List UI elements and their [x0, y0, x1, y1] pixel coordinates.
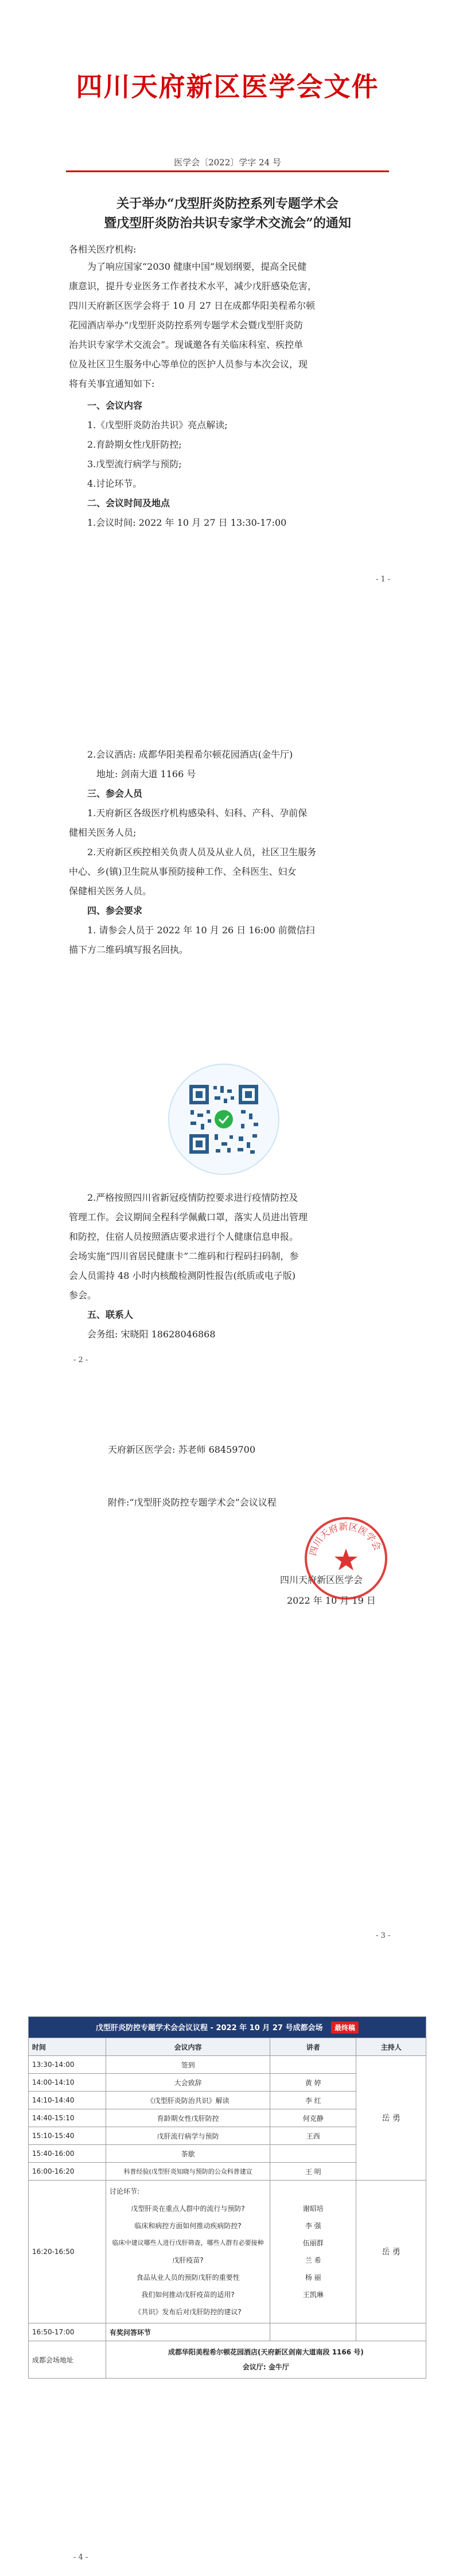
discussion-question: 我们如何推动戊肝疫苗的适用?: [141, 2291, 235, 2299]
row-speaker: [270, 2056, 356, 2074]
row-speaker: 王西: [270, 2127, 356, 2145]
panel-speaker: 李 强: [305, 2222, 321, 2230]
page-number: - 2 -: [73, 1356, 88, 1364]
row-time: 16:50-17:00: [29, 2323, 106, 2341]
svg-text:四川天府新区医学会: 四川天府新区医学会: [307, 1520, 383, 1557]
requirement-text: [69, 940, 396, 960]
row-time: 14:40-15:10: [29, 2109, 106, 2127]
attendee-text: [69, 823, 396, 901]
row-time: 13:30-14:00: [29, 2056, 106, 2074]
discussion-question: 《共识》发布后对戊肝防控的建议?: [134, 2308, 242, 2316]
venue-hall-line: 会议厅: 金牛厅: [242, 2363, 289, 2371]
row-content: 有奖问答环节: [106, 2323, 270, 2341]
seal-icon: [303, 1515, 389, 1601]
requirement-line: 2.严格按照四川省新冠疫情防控要求进行疫情防控及: [87, 1192, 298, 1203]
header-speaker: 讲者: [270, 2038, 356, 2056]
header-content: 会议内容: [106, 2038, 270, 2056]
row-time: 14:10-14:40: [29, 2092, 106, 2109]
table-row: [29, 2056, 426, 2074]
row-time: 15:40-16:00: [29, 2145, 106, 2163]
agenda-table-wrapper: [28, 2016, 426, 2379]
row-time: 16:00-16:20: [29, 2163, 106, 2181]
agenda-item: 4.讨论环节。: [87, 478, 142, 489]
notice-title-line1: 关于举办“戊型肝炎防控系列专题学术会: [116, 196, 339, 211]
attachment-note: 附件:“戊型肝炎防控专题学术会”会议议程: [108, 1497, 277, 1508]
row-content: 《戊型肝炎防治共识》解读: [106, 2092, 270, 2109]
panel-speaker: 王凯琳: [302, 2291, 324, 2299]
panel-speaker: 杨 丽: [305, 2274, 321, 2282]
row-speaker: 何克静: [270, 2109, 356, 2127]
attendee-line: 2.天府新区疾控相关负责人员及从业人员，社区卫生服务: [87, 847, 317, 858]
section-requirements: [87, 901, 397, 940]
section-title: 三、参会人员: [87, 788, 143, 799]
table-row: [29, 2323, 426, 2341]
row-speaker: [270, 2145, 356, 2163]
row-speaker: 王 明: [270, 2163, 356, 2181]
panel-speaker: 伍丽群: [302, 2239, 324, 2247]
meeting-time: 1.会议时间: 2022 年 10 月 27 日 13:30-17:00: [87, 517, 287, 528]
row-content: 戊肝流行病学与预防: [106, 2127, 270, 2145]
discussion-question: 戊型肝炎在重点人群中的流行与预防?: [131, 2205, 245, 2213]
venue-hotel: 2.会议酒店: 成都华阳美程希尔顿花园酒店(金牛厅): [87, 749, 293, 760]
requirement-line: 会场实施“四川省居民健康卡”二维码和行程码扫码制，参: [69, 1251, 299, 1262]
intro-paragraph: [69, 257, 390, 394]
discussion-question: 戊肝疫苗?: [172, 2256, 204, 2264]
greeting: 各相关医疗机构:: [69, 244, 137, 255]
venue-address-line: 成都华阳美程希尔顿花园酒店(天府新区剑南大道南段 1166 号): [168, 2348, 364, 2356]
notice-title-line2: 暨戊型肝炎防治共识专家学术交流会”的通知: [104, 216, 351, 231]
panel-speaker: 谢昭培: [302, 2205, 324, 2213]
section-title: 二、会议时间及地点: [87, 498, 170, 509]
agenda-item: 2.育龄期女性戊肝防控;: [87, 439, 182, 450]
section-title: 五、联系人: [87, 1309, 134, 1320]
intro-line: 为了响应国家“2030 健康中国”规划纲要，提高全民健: [87, 261, 307, 272]
row-content: 科普经验(戊型肝炎知晓与预防的公众科普建宣: [106, 2163, 270, 2181]
page3-contact: 天府新区医学会: 苏老师 68459700: [108, 1444, 256, 1455]
requirement-line: 会人员需持 48 小时内核酸检测阴性报告(纸质或电子版): [69, 1270, 296, 1281]
contact-line: 会务组: 宋晓阳 18628046868: [87, 1329, 216, 1340]
registration-qr-code[interactable]: [166, 1062, 281, 1177]
row-content: 育龄期女性戊肝防控: [106, 2109, 270, 2127]
requirement-line: 1. 请参会人员于 2022 年 10 月 26 日 16:00 前微信扫: [87, 925, 315, 936]
row-speaker: 李 红: [270, 2092, 356, 2109]
venue-address: 地址: 剑南大道 1166 号: [96, 769, 196, 779]
intro-line: 将有关事宜通知如下:: [69, 378, 155, 389]
venue-row: [29, 2341, 426, 2379]
discussion-intro: 讨论环节:: [109, 2187, 139, 2195]
intro-line: 四川天府新区医学会将于 10 月 27 日在成都华阳美程希尔顿: [69, 300, 316, 311]
agenda-table: [28, 2016, 426, 2379]
attendee-line: 1.天府新区各级医疗机构感染科、妇科、产科、孕前保: [87, 808, 308, 818]
epidemic-requirements: [69, 1188, 396, 1305]
panel-speaker: 兰 希: [305, 2256, 321, 2264]
section-venue: [87, 745, 397, 823]
requirement-line: 参会。: [69, 1290, 97, 1301]
intro-line: 康意识，提升专业医务工作者技术水平，减少戊肝感染危害，: [69, 281, 317, 292]
red-divider: [66, 170, 389, 172]
discussion-row: [29, 2181, 426, 2323]
attendee-line: 中心、乡(镇)卫生院从事预防接种工作、全科医生、妇女: [69, 866, 297, 877]
intro-line: 治共识专家学术交流会”。现诚邀各有关临床科室、疾控单: [69, 339, 304, 350]
discussion-host: 岳 勇: [356, 2181, 426, 2323]
final-badge: 最终稿: [331, 2022, 359, 2034]
row-content: 大会致辞: [106, 2074, 270, 2092]
section-contact: [87, 1305, 397, 1344]
row-host: 岳 勇: [356, 2056, 426, 2181]
requirement-line: 管理工作。会议期间全程科学佩戴口罩，落实人员进出管理: [69, 1212, 308, 1223]
row-time: 14:00-14:10: [29, 2074, 106, 2092]
row-time: 15:10-15:40: [29, 2127, 106, 2145]
official-seal: [303, 1515, 389, 1601]
row-content: 签到: [106, 2056, 270, 2074]
section-title: 四、参会要求: [87, 905, 143, 916]
venue-label: 成都会场地址: [29, 2341, 106, 2379]
page-number: - 3 -: [376, 1931, 391, 1940]
signing-org: 四川天府新区医学会: [280, 1574, 363, 1585]
discussion-question: 食品从业人员的预防戊肝的重要性: [136, 2274, 240, 2282]
org-title: 四川天府新区医学会文件: [76, 71, 379, 102]
requirement-line: 和防控，住宿人员按照酒店要求进行个人健康信息申报。: [69, 1231, 299, 1242]
page-number: - 4 -: [73, 2553, 88, 2562]
requirement-line: 描下方二维码填写报名回执。: [69, 944, 189, 955]
page-number: - 1 -: [376, 575, 391, 584]
intro-line: 位及社区卫生服务中心等单位的医护人员参与本次会议，现: [69, 359, 308, 370]
qr-code-icon: [166, 1062, 281, 1177]
discussion-question: 临床和病控方面如何推动疾病防控?: [134, 2222, 242, 2230]
row-speaker: 黄 婷: [270, 2074, 356, 2092]
row-content: 茶歇: [106, 2145, 270, 2163]
intro-line: 花园酒店举办“戊型肝炎防控系列专题学术会暨戊型肝炎防: [69, 320, 304, 331]
agenda-item: 3.戊型流行病学与预防;: [87, 459, 182, 470]
section-title: 一、会议内容: [87, 400, 143, 411]
discussion-question: 临床中建议哪些人进行戊肝筛查，哪些人群有必要接种: [112, 2239, 264, 2247]
doc-number: 医学会〔2022〕学字 24 号: [174, 157, 281, 168]
header-host: 主持人: [356, 2038, 426, 2056]
attendee-line: 保健相关医务人员。: [69, 886, 152, 897]
signing-date: 2022 年 10 月 19 日: [287, 1595, 376, 1606]
row-time: 16:20-16:50: [29, 2181, 106, 2323]
header-time: 时间: [29, 2038, 106, 2056]
attendee-line: 健相关医务人员;: [69, 827, 137, 838]
section-content: [87, 396, 386, 533]
agenda-title: 戊型肝炎防控专题学术会会议议程 - 2022 年 10 月 27 号成都会场: [96, 2023, 323, 2032]
agenda-item: 1.《戊型肝炎防治共识》亮点解读;: [87, 420, 228, 430]
